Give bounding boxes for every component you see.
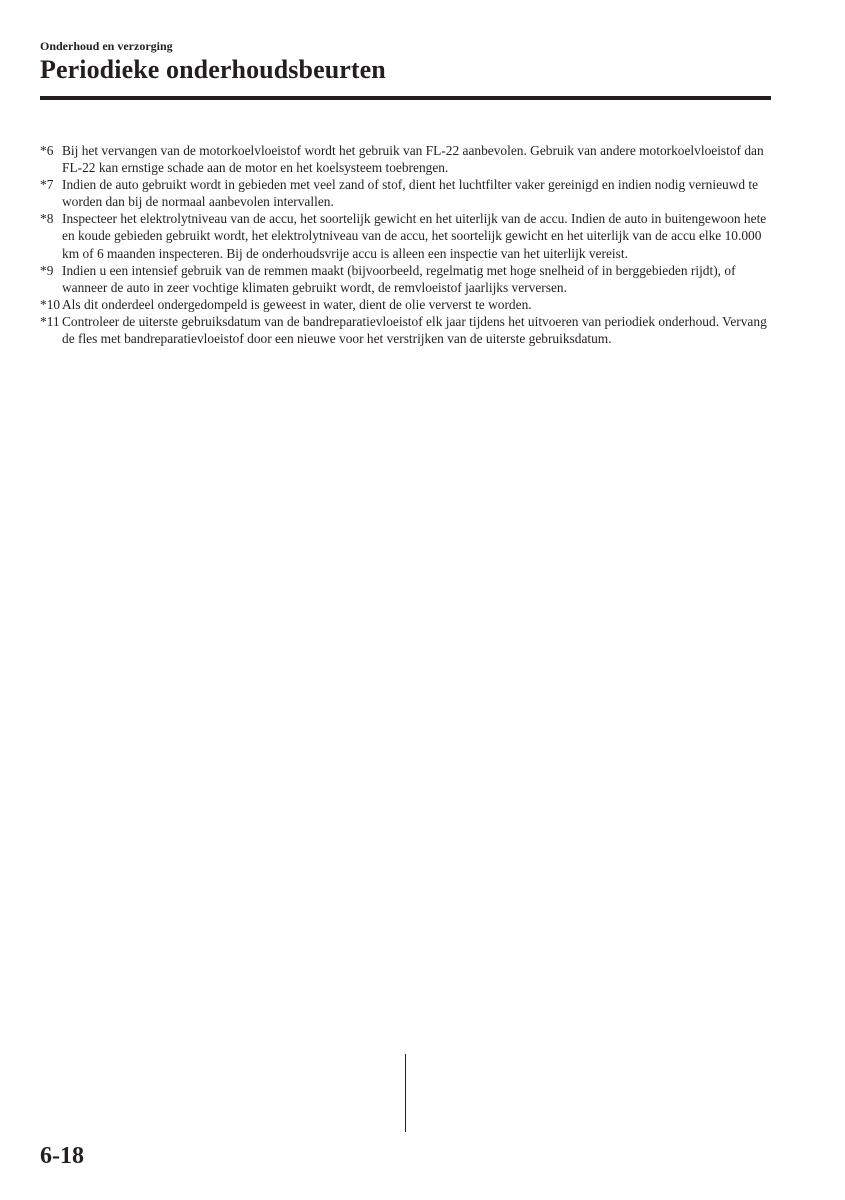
- footnote-text: Indien u een intensief gebruik van de remmen maakt (bijvoorbeeld, regelmatig met hoge snelheid of in berggebieden rijdt), of wanneer de auto in zeer vochtige klimaten gebruikt wordt, de remvloeistof jaarlijks verversen.: [62, 262, 736, 295]
- title-rule: [40, 96, 771, 100]
- footnote-8: [40, 210, 770, 261]
- page-number: 6-18: [40, 1143, 84, 1169]
- footnote-list: [40, 142, 770, 347]
- page-title: Periodieke onderhoudsbeurten: [40, 55, 386, 84]
- footnote-marker: *10: [40, 296, 61, 312]
- footnote-marker: *11: [40, 313, 60, 329]
- footnote-text: Bij het vervangen van de motorkoelvloeistof wordt het gebruik van FL-22 aanbevolen. Gebruik van andere motorkoelvloeistof dan FL-22 kan ernstige schade aan de motor en het koelsysteem toebrengen.: [62, 143, 764, 176]
- footnote-10: [40, 296, 770, 313]
- footnote-text: Controleer de uiterste gebruiksdatum van de bandreparatievloeistof elk jaar tijdens het uitvoeren van periodiek onderhoud. Vervang de fles met bandreparatievloeistof door een nieuwe voor het verstrijken van de uiterste gebruiksdatum.: [62, 313, 767, 347]
- footnote-7: [40, 176, 770, 210]
- footnote-11: [40, 313, 770, 347]
- footnote-marker: *9: [40, 262, 54, 278]
- footnote-marker: *8: [40, 211, 54, 227]
- column-divider: [405, 1054, 406, 1132]
- footnote-text: Indien de auto gebruikt wordt in gebieden met veel zand of stof, dient het luchtfilter vaker gereinigd en indien nodig vernieuwd te worden dan bij de normaal aanbevolen intervallen.: [62, 177, 759, 210]
- footnote-6: [40, 142, 770, 176]
- footnote-marker: *7: [40, 177, 54, 193]
- footnote-marker: *6: [40, 143, 54, 158]
- section-label: Onderhoud en verzorging: [40, 39, 173, 53]
- footnote-text: Als dit onderdeel ondergedompeld is geweest in water, dient de olie ververst te worden.: [62, 296, 532, 312]
- footnote-text: Inspecteer het elektrolytniveau van de accu, het soortelijk gewicht en het uiterlijk van de accu. Indien de auto in buitengewoon hete en koude gebieden gebruikt wordt, het elektrolytniveau van de accu, het soortelijk gewicht en het uiterlijk van de accu elke 10.000 km of 6 maanden inspecteren. Bij de onderhoudsvrije accu is alleen een inspectie van het uiterlijk vereist.: [62, 211, 767, 261]
- footnote-9: [40, 262, 770, 296]
